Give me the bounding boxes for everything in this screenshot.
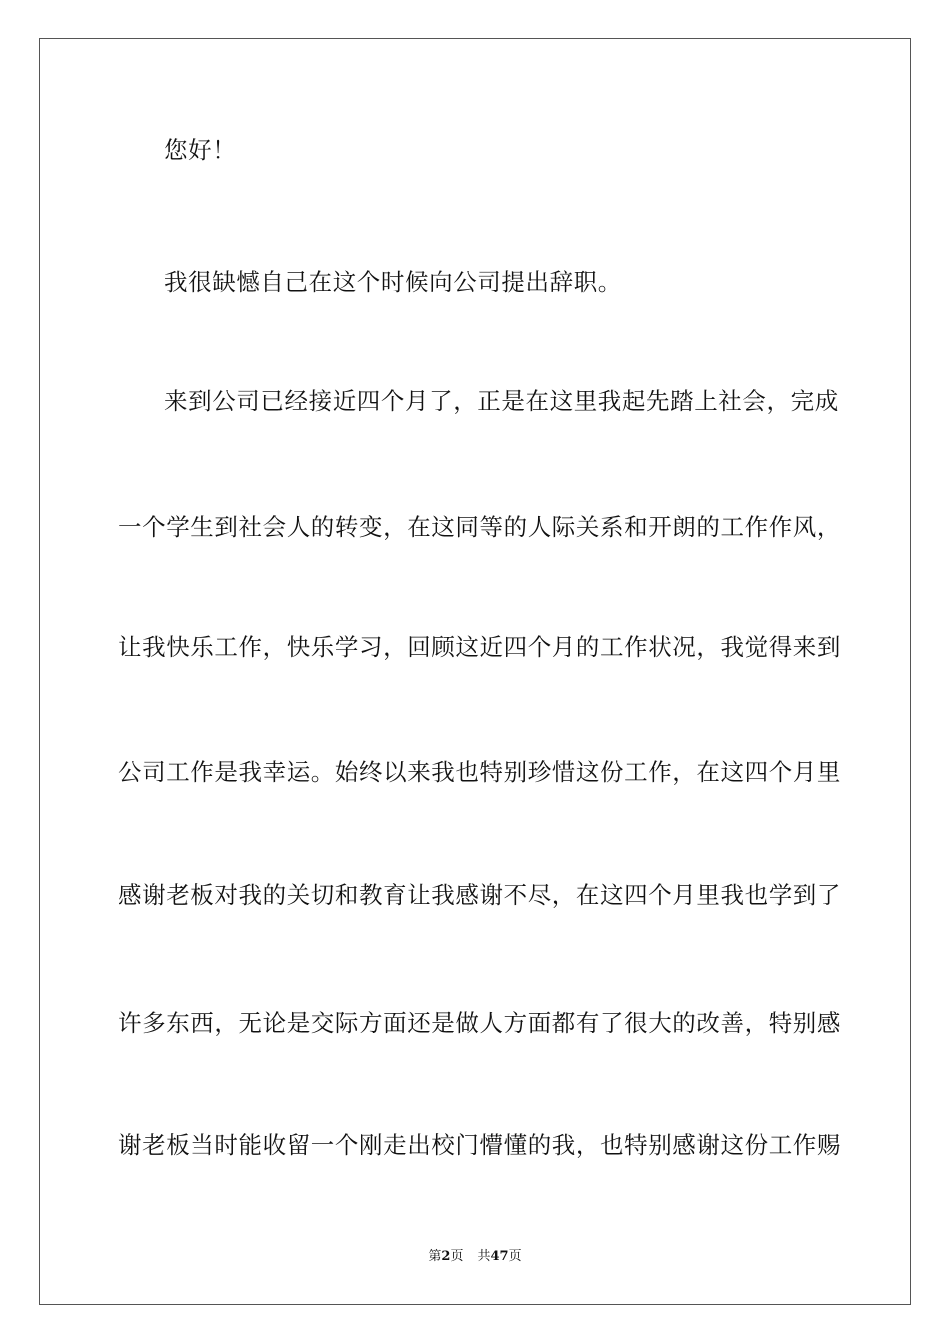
total-pages: 47 — [490, 1249, 509, 1264]
body-line: 让我快乐工作，快乐学习，回顾这近四个月的工作状况，我觉得来到 — [118, 633, 841, 661]
page-suffix: 页 — [450, 1249, 464, 1264]
total-suffix: 页 — [508, 1249, 522, 1264]
page-prefix: 第 — [428, 1249, 442, 1264]
page-number: 2 — [441, 1249, 451, 1264]
body-line: 来到公司已经接近四个月了，正是在这里我起先踏上社会，完成 — [164, 387, 839, 415]
page-footer — [0, 1248, 950, 1266]
body-line: 谢老板当时能收留一个刚走出校门懵懂的我，也特别感谢这份工作赐 — [118, 1131, 841, 1159]
page-border — [39, 38, 911, 1305]
body-line: 感谢老板对我的关切和教育让我感谢不尽，在这四个月里我也学到了 — [118, 881, 841, 909]
body-line: 我很缺憾自己在这个时候向公司提出辞职。 — [164, 268, 622, 296]
greeting-line: 您好！ — [164, 136, 237, 164]
total-prefix: 共 — [477, 1249, 491, 1264]
body-line: 一个学生到社会人的转变，在这同等的人际关系和开朗的工作作风， — [118, 513, 841, 541]
body-line: 许多东西，无论是交际方面还是做人方面都有了很大的改善，特别感 — [118, 1009, 841, 1037]
body-line: 公司工作是我幸运。始终以来我也特别珍惜这份工作，在这四个月里 — [118, 758, 841, 786]
